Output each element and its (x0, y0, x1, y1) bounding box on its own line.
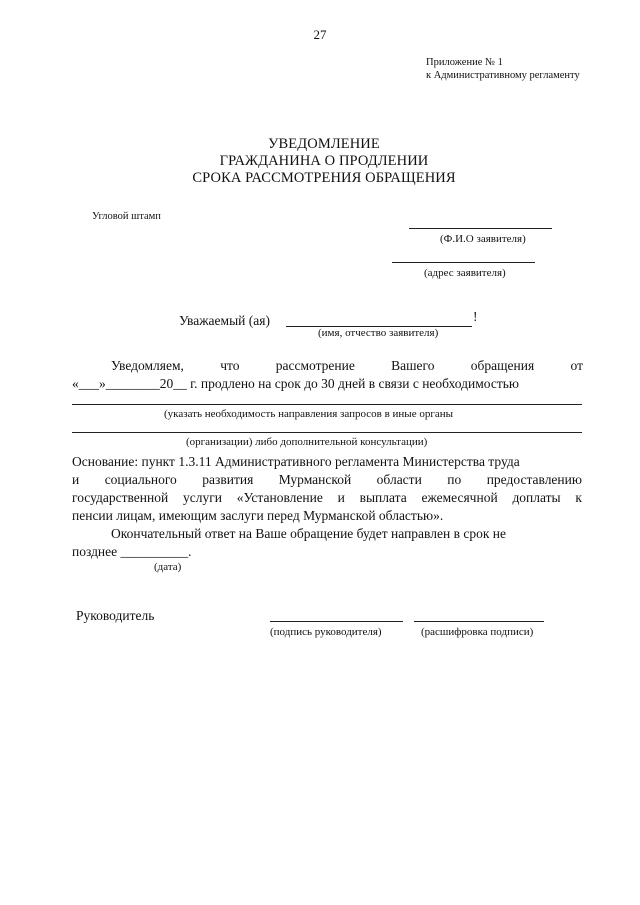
greeting-name-caption: (имя, отчество заявителя) (318, 327, 439, 339)
notice-word: Вашего (391, 358, 435, 373)
appendix-line-1: Приложение № 1 (426, 57, 503, 68)
notice-line-1 (111, 358, 583, 374)
basis-line-1: Основание: пункт 1.3.11 Административного регламента Министерства труда (72, 454, 520, 469)
notice-word: Уведомляем, (111, 358, 184, 373)
basis-word: по (447, 472, 462, 487)
applicant-address-line (392, 262, 535, 263)
applicant-name-line (409, 228, 552, 229)
notice-word: от (570, 358, 583, 373)
head-label: Руководитель (76, 608, 155, 623)
final-line-1: Окончательный ответ на Ваше обращение будет направлен в срок не (111, 526, 506, 541)
notice-word: обращения (470, 358, 535, 373)
basis-word: к (575, 490, 582, 505)
basis-word: «Установление (236, 490, 323, 505)
document-title-line-1: УВЕДОМЛЕНИЕ (268, 136, 380, 152)
basis-word: Мурманской (278, 472, 352, 487)
basis-word: развития (202, 472, 254, 487)
necessity-line-2 (72, 432, 582, 433)
appendix-line-2: к Административному регламенту (426, 70, 580, 81)
signature-caption: (подпись руководителя) (270, 626, 382, 638)
basis-word: социального (104, 472, 177, 487)
basis-word: государственной (72, 490, 169, 505)
applicant-name-caption: (Ф.И.О заявителя) (440, 233, 526, 245)
final-line-2: позднее __________. (72, 544, 192, 559)
basis-word: доплаты (512, 490, 561, 505)
greeting-exclamation: ! (473, 309, 478, 324)
necessity-line-1 (72, 404, 582, 405)
document-title-line-2: ГРАЖДАНИНА О ПРОДЛЕНИИ (219, 153, 429, 169)
date-caption: (дата) (154, 561, 182, 573)
basis-line-3 (72, 490, 582, 506)
notice-word: рассмотрение (275, 358, 355, 373)
basis-word: и (72, 472, 80, 487)
basis-line-2 (72, 472, 582, 488)
basis-word: предоставлению (486, 472, 582, 487)
signature-decoding-caption: (расшифровка подписи) (421, 626, 534, 638)
signature-decoding-line (414, 621, 544, 622)
necessity-caption-1: (указать необходимость направления запросов в иные органы (164, 408, 454, 420)
basis-word: услуги (182, 490, 222, 505)
basis-word: выплата (359, 490, 407, 505)
signature-line (270, 621, 403, 622)
page-number: 27 (313, 27, 327, 42)
basis-line-4: пенсии лицам, имеющим заслуги перед Мурманской областью». (72, 508, 444, 523)
basis-word: ежемесячной (421, 490, 498, 505)
applicant-address-caption: (адрес заявителя) (424, 267, 506, 279)
corner-stamp-label: Угловой штамп (92, 211, 161, 222)
basis-word: области (376, 472, 422, 487)
notice-line-2: «___»________20__ г. продлено на срок до 30 дней в связи с необходимостью (72, 376, 519, 391)
notice-word: что (220, 358, 240, 373)
greeting-text: Уважаемый (ая) (179, 313, 270, 328)
basis-word: и (337, 490, 345, 505)
necessity-caption-2: (организации) либо дополнительной консультации) (186, 436, 428, 448)
document-title-line-3: СРОКА РАССМОТРЕНИЯ ОБРАЩЕНИЯ (192, 170, 456, 186)
